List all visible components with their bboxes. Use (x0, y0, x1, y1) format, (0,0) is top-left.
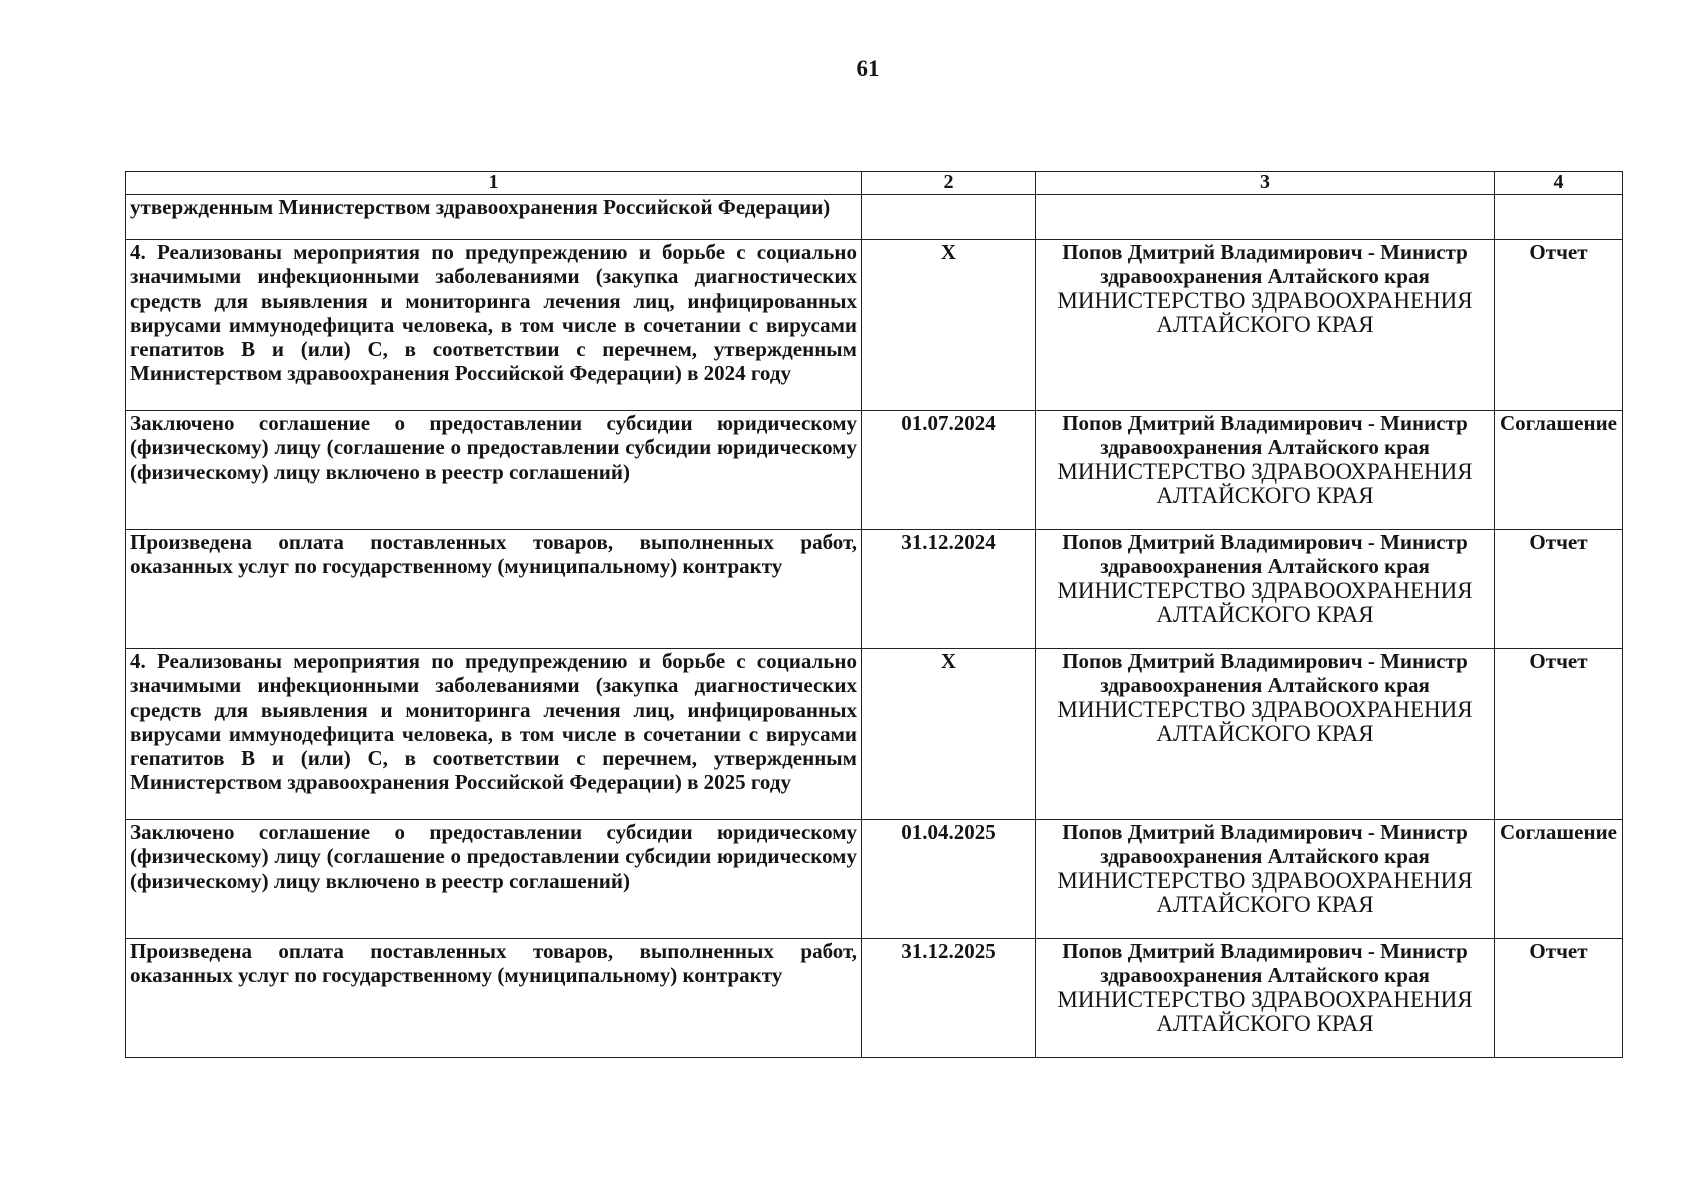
page-number: 61 (856, 56, 880, 81)
table-row (126, 820, 1623, 939)
column-header-1: 1 (126, 172, 862, 195)
table-row (126, 530, 1623, 649)
responsible-cell (1036, 820, 1495, 939)
responsible-organization: МИНИСТЕРСТВО ЗДРАВООХРАНЕНИЯ АЛТАЙСКОГО КРАЯ (1057, 458, 1473, 508)
responsible-cell (1036, 411, 1495, 530)
responsible-organization: МИНИСТЕРСТВО ЗДРАВООХРАНЕНИЯ АЛТАЙСКОГО КРАЯ (1057, 696, 1473, 746)
description-cell: утвержденным Министерством здравоохранения Российской Федерации) (126, 195, 862, 240)
column-header-4: 4 (1495, 172, 1623, 195)
document-type-cell: Отчет (1495, 939, 1623, 1058)
responsible-person: Попов Дмитрий Владимирович - Министр здравоохранения Алтайского края (1062, 411, 1468, 460)
responsible-cell (1036, 240, 1495, 411)
responsible-person: Попов Дмитрий Владимирович - Министр здравоохранения Алтайского края (1062, 530, 1468, 579)
column-header-3: 3 (1036, 172, 1495, 195)
responsible-person: Попов Дмитрий Владимирович - Министр здравоохранения Алтайского края (1062, 939, 1468, 988)
table-row (126, 649, 1623, 820)
date-cell: 01.07.2024 (862, 411, 1036, 530)
table-row (126, 195, 1623, 240)
date-cell: X (862, 240, 1036, 411)
description-cell: Произведена оплата поставленных товаров, выполненных работ, оказанных услуг по государственному (муниципальному) контракту (126, 530, 862, 649)
responsible-cell (1036, 530, 1495, 649)
responsible-organization: МИНИСТЕРСТВО ЗДРАВООХРАНЕНИЯ АЛТАЙСКОГО КРАЯ (1057, 577, 1473, 627)
date-cell: 31.12.2024 (862, 530, 1036, 649)
responsible-cell (1036, 195, 1495, 240)
date-cell: 01.04.2025 (862, 820, 1036, 939)
responsible-organization: МИНИСТЕРСТВО ЗДРАВООХРАНЕНИЯ АЛТАЙСКОГО КРАЯ (1057, 287, 1473, 337)
date-cell (862, 195, 1036, 240)
responsible-organization: МИНИСТЕРСТВО ЗДРАВООХРАНЕНИЯ АЛТАЙСКОГО КРАЯ (1057, 867, 1473, 917)
measures-table (125, 171, 1623, 1058)
table-row (126, 939, 1623, 1058)
document-type-cell: Соглашение (1495, 411, 1623, 530)
document-type-cell: Соглашение (1495, 820, 1623, 939)
document-type-cell: Отчет (1495, 530, 1623, 649)
responsible-cell (1036, 939, 1495, 1058)
description-cell: Произведена оплата поставленных товаров, выполненных работ, оказанных услуг по государственному (муниципальному) контракту (126, 939, 862, 1058)
description-cell: Заключено соглашение о предоставлении субсидии юридическому (физическому) лицу (соглашение о предоставлении субсидии юридическому (физическому) лицу включено в реестр соглашений) (126, 411, 862, 530)
table-row (126, 411, 1623, 530)
responsible-person: Попов Дмитрий Владимирович - Министр здравоохранения Алтайского края (1062, 649, 1468, 698)
date-cell: 31.12.2025 (862, 939, 1036, 1058)
document-type-cell: Отчет (1495, 649, 1623, 820)
table-header-row (126, 172, 1623, 195)
responsible-cell (1036, 649, 1495, 820)
responsible-organization: МИНИСТЕРСТВО ЗДРАВООХРАНЕНИЯ АЛТАЙСКОГО КРАЯ (1057, 986, 1473, 1036)
responsible-person: Попов Дмитрий Владимирович - Министр здравоохранения Алтайского края (1062, 820, 1468, 869)
date-cell: X (862, 649, 1036, 820)
table-row (126, 240, 1623, 411)
description-cell: 4. Реализованы мероприятия по предупреждению и борьбе с социально значимыми инфекционными заболеваниями (закупка диагностических средств для выявления и мониторинга лечения лиц, инфицированных вирусами иммунодефицита человека, в том числе в сочетании с вирусами гепатитов В и (или) С, в соответствии с перечнем, утвержденным Министерством здравоохранения Российской Федерации) в 2025 году (126, 649, 862, 820)
column-header-2: 2 (862, 172, 1036, 195)
document-type-cell: Отчет (1495, 240, 1623, 411)
document-type-cell (1495, 195, 1623, 240)
description-cell: 4. Реализованы мероприятия по предупреждению и борьбе с социально значимыми инфекционными заболеваниями (закупка диагностических средств для выявления и мониторинга лечения лиц, инфицированных вирусами иммунодефицита человека, в том числе в сочетании с вирусами гепатитов В и (или) С, в соответствии с перечнем, утвержденным Министерством здравоохранения Российской Федерации) в 2024 году (126, 240, 862, 411)
responsible-person: Попов Дмитрий Владимирович - Министр здравоохранения Алтайского края (1062, 240, 1468, 289)
description-cell: Заключено соглашение о предоставлении субсидии юридическому (физическому) лицу (соглашение о предоставлении субсидии юридическому (физическому) лицу включено в реестр соглашений) (126, 820, 862, 939)
